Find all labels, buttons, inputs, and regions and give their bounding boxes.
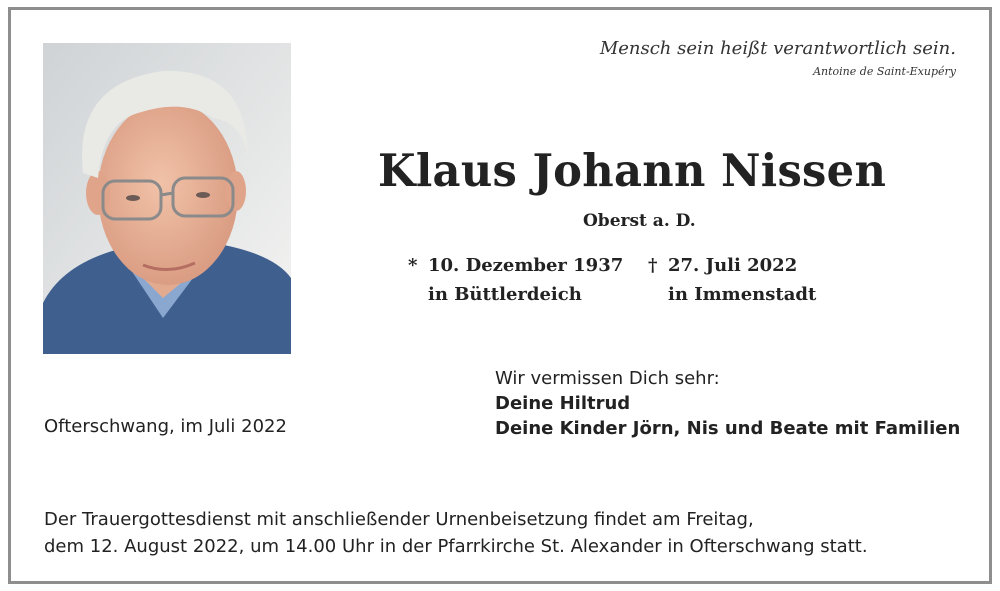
mourners-intro: Wir vermissen Dich sehr: [495,368,720,389]
birth-symbol: * [408,255,418,276]
birth-date: 10. Dezember 1937 [428,255,624,276]
deceased-name: Klaus Johann Nissen [378,144,887,197]
mourner-children: Deine Kinder Jörn, Nis und Beate mit Familien [495,418,961,439]
service-line-2: dem 12. August 2022, um 14.00 Uhr in der Pfarrkirche St. Alexander in Ofterschwang statt. [44,536,868,557]
mourner-spouse: Deine Hiltrud [495,393,631,414]
portrait-photo [43,43,291,354]
deceased-title: Oberst a. D. [583,211,696,231]
place-date: Ofterschwang, im Juli 2022 [44,416,287,437]
death-date: 27. Juli 2022 [668,255,798,276]
quote-block [600,38,956,78]
death-info [648,251,816,309]
death-place: in Immenstadt [668,284,817,305]
service-line-1: Der Trauergottesdienst mit anschließender Urnenbeisetzung findet am Freitag, [44,509,754,530]
mourners-block [495,366,960,441]
birth-place: in Büttlerdeich [428,284,582,305]
quote-author: Antoine de Saint-Exupéry [813,65,956,78]
death-symbol: † [648,255,658,276]
service-info [44,506,868,560]
birth-info [408,251,623,309]
quote-text: Mensch sein heißt verantwortlich sein. [599,38,956,59]
